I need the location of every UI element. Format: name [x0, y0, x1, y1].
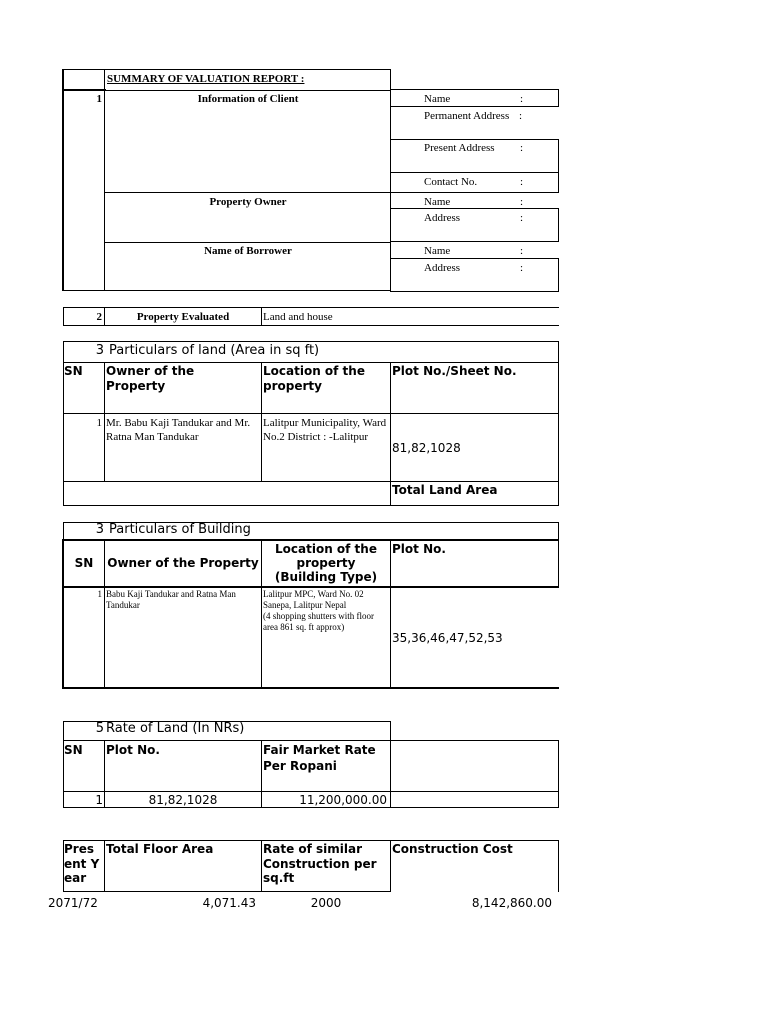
colon: : — [520, 93, 524, 105]
grid-line — [558, 522, 559, 588]
grid-line — [63, 362, 559, 363]
client-info-label: Information of Client — [197, 93, 299, 105]
section-number: 2 — [96, 311, 102, 323]
colon: : — [520, 245, 524, 257]
building-row-location-line3: (4 shopping shutters with floor area 861 sq. ft approx) — [263, 611, 374, 632]
grid-line — [390, 89, 559, 90]
header-rate-similar-construction: Rate of similar Construction per sq.ft — [263, 842, 377, 885]
grid-line — [390, 172, 559, 173]
header-owner: Owner of the Property — [106, 364, 195, 393]
property-evaluated-value: Land and house — [263, 311, 333, 323]
construction-row-cost: 8,142,860.00 — [471, 896, 552, 910]
land-row-location: Lalitpur Municipality, Ward No.2 District : -Lalitpur — [263, 417, 387, 443]
land-section-title: Particulars of land (Area in sq ft) — [109, 343, 320, 358]
section-number: 5 — [95, 721, 104, 736]
grid-line — [261, 362, 262, 482]
colon: : — [520, 212, 524, 224]
building-row-location-line1: Lalitpur MPC, Ward No. 02 — [263, 589, 364, 599]
construction-row-rate: 2000 — [310, 896, 342, 910]
grid-line — [390, 840, 391, 892]
header-fair-market-rate: Fair Market Rate Per Ropani — [263, 743, 376, 773]
land-row-sn: 1 — [96, 417, 102, 429]
colon: : — [519, 110, 523, 122]
client-name-field: Name — [424, 93, 451, 105]
grid-line — [390, 139, 559, 140]
header-present-year: Present Year — [64, 842, 100, 885]
colon: : — [520, 176, 524, 188]
property-evaluated-label: Property Evaluated — [136, 311, 230, 323]
grid-line — [390, 192, 559, 193]
grid-line — [261, 840, 262, 892]
land-row-owner: Mr. Babu Kaji Tandukar and Mr. Ratna Man Tandukar — [106, 417, 251, 443]
grid-line — [261, 307, 262, 326]
grid-line — [390, 208, 559, 209]
present-year-cell — [48, 896, 104, 912]
grid-line — [63, 522, 64, 540]
header-sn: SN — [64, 743, 83, 757]
present-address-field: Present Address — [424, 142, 495, 154]
grid-line — [63, 721, 64, 808]
header-sn: SN — [74, 556, 94, 570]
grid-line — [63, 341, 559, 342]
grid-line — [63, 740, 559, 741]
grid-line — [63, 325, 559, 326]
header-owner: Owner of the Property — [107, 556, 259, 570]
header-location: Location of the property (Building Type) — [274, 542, 378, 584]
building-row-location-line2: Sanepa, Lalitpur Nepal — [263, 600, 347, 610]
grid-line — [63, 586, 559, 588]
building-row-owner: Babu Kaji Tandukar and Ratna Man Tandukar — [106, 589, 236, 610]
header-sn: SN — [64, 364, 83, 378]
header-construction-cost: Construction Cost — [392, 842, 513, 856]
section-number: 3 — [95, 343, 104, 358]
grid-line — [105, 90, 391, 91]
grid-line — [63, 307, 559, 308]
grid-line — [558, 139, 559, 173]
grid-line — [104, 840, 105, 892]
grid-line — [390, 291, 559, 292]
grid-line — [63, 89, 106, 91]
grid-line — [558, 740, 559, 808]
rate-row-plot: 81,82,1028 — [148, 793, 218, 807]
owner-name-field: Name — [424, 196, 451, 208]
colon: : — [520, 196, 524, 208]
building-section-title: Particulars of Building — [109, 522, 251, 537]
rate-section-title: Rate of Land (In NRs) — [106, 721, 245, 736]
section-number: 1 — [96, 93, 102, 105]
grid-line — [390, 258, 559, 259]
building-row-plot: 35,36,46,47,52,53 — [392, 631, 503, 645]
grid-line — [63, 807, 559, 808]
borrower-name-field: Name — [424, 245, 451, 257]
property-owner-label: Property Owner — [209, 196, 287, 208]
land-row-plot: 81,82,1028 — [392, 441, 461, 455]
rate-row-rate: 11,200,000.00 — [299, 793, 387, 807]
grid-line — [105, 242, 391, 243]
grid-line — [558, 208, 559, 242]
report-title: SUMMARY OF VALUATION REPORT : — [107, 73, 305, 85]
rate-row-sn: 1 — [95, 793, 103, 807]
grid-line — [558, 341, 559, 506]
contact-no-field: Contact No. — [424, 176, 478, 188]
header-location: Location of the property — [263, 364, 365, 393]
colon: : — [520, 262, 524, 274]
grid-line — [62, 69, 64, 291]
grid-line — [63, 290, 391, 291]
grid-line — [558, 840, 559, 892]
borrower-address-field: Address — [424, 262, 461, 274]
construction-row-year: 2071/72 — [48, 896, 98, 910]
grid-line — [390, 362, 391, 506]
grid-line — [558, 172, 559, 193]
grid-line — [63, 481, 559, 482]
grid-line — [105, 192, 391, 193]
grid-line — [63, 307, 64, 326]
grid-line — [390, 721, 391, 808]
total-land-area-label: Total Land Area — [392, 483, 498, 497]
header-total-floor-area: Total Floor Area — [106, 842, 214, 856]
grid-line — [104, 362, 105, 482]
grid-line — [390, 106, 559, 107]
grid-line — [63, 539, 559, 541]
building-row-sn: 1 — [97, 589, 102, 599]
header-plot: Plot No. — [106, 743, 160, 757]
permanent-address-field: Permanent Address — [424, 110, 510, 122]
grid-line — [558, 89, 559, 107]
header-plot: Plot No. — [392, 542, 446, 556]
grid-line — [63, 891, 391, 892]
grid-line — [558, 258, 559, 292]
construction-row-area: 4,071.43 — [202, 896, 256, 910]
grid-line — [63, 505, 559, 506]
borrower-label: Name of Borrower — [204, 245, 292, 257]
grid-line — [63, 687, 559, 689]
section-number: 3 — [95, 522, 104, 537]
grid-line — [261, 539, 262, 689]
owner-address-field: Address — [424, 212, 461, 224]
grid-line — [63, 840, 559, 841]
header-plot-sheet: Plot No./Sheet No. — [392, 364, 517, 378]
grid-line — [390, 241, 559, 242]
colon: : — [520, 142, 524, 154]
grid-line — [63, 69, 391, 70]
grid-line — [63, 413, 559, 414]
grid-line — [63, 791, 559, 792]
grid-line — [390, 539, 391, 689]
